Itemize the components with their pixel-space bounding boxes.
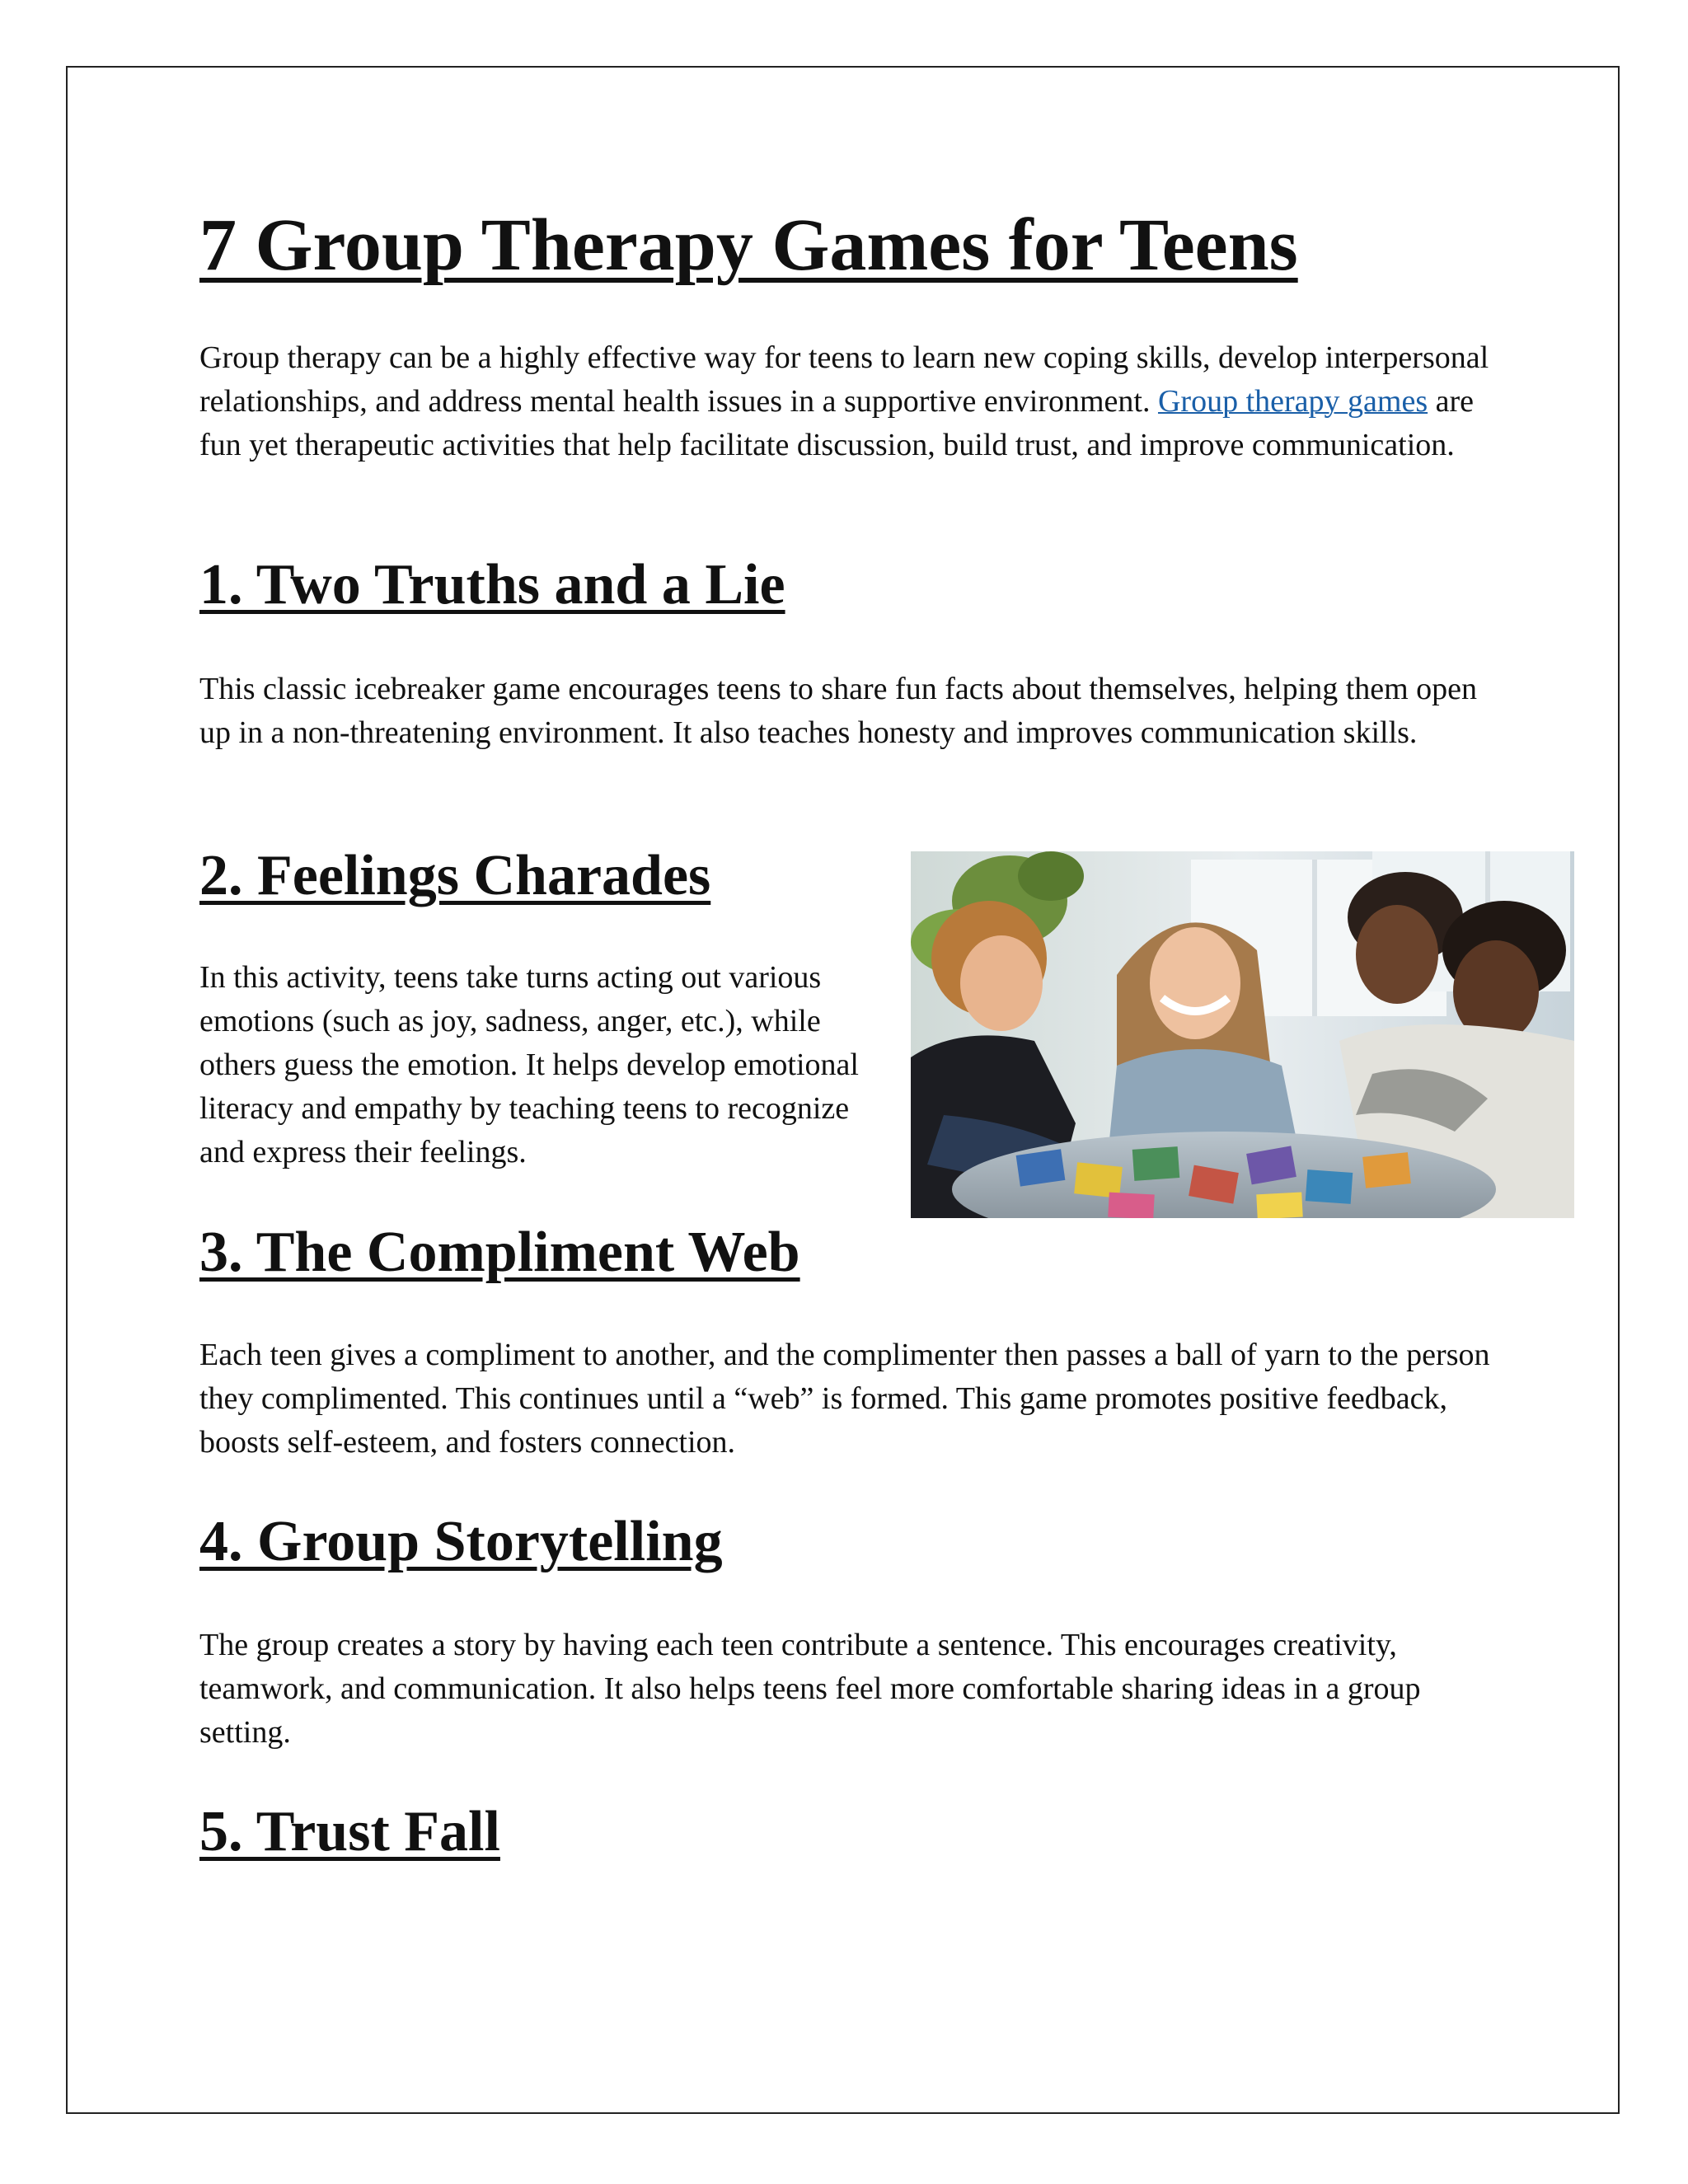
teens-playing-cards-photo <box>911 851 1574 1218</box>
section-body-4: The group creates a story by having each teen contribute a sentence. This encourages creativity, teamwork, and communication. It also helps teens feel more comfortable sharing ideas in a group setting. <box>199 1628 1421 1750</box>
group-therapy-games-link[interactable]: Group therapy games <box>1157 384 1428 419</box>
section-body-2: In this activity, teens take turns acting out various emotions (such as joy, sadness, anger, etc.), while others guess the emotion. It helps develop emotional literacy and empathy by teaching teens to recognize and express their feelings. <box>199 960 859 1169</box>
section-heading-2: 2. Feelings Charades <box>199 844 711 907</box>
section-heading-5: 5. Trust Fall <box>199 1800 500 1863</box>
page-title: 7 Group Therapy Games for Teens <box>199 204 1298 286</box>
intro-paragraph <box>199 336 1502 467</box>
section-body-1: This classic icebreaker game encourages teens to share fun facts about themselves, helping them open up in a non-threatening environment. It also teaches honesty and improves communication skills. <box>199 672 1478 750</box>
section-heading-4: 4. Group Storytelling <box>199 1510 723 1573</box>
section-heading-1: 1. Two Truths and a Lie <box>199 553 785 616</box>
section-heading-3: 3. The Compliment Web <box>199 1221 800 1284</box>
section-body-3: Each teen gives a compliment to another, and the complimenter then passes a ball of yarn to the person they complimented. This continues until a “web” is formed. This game promotes positive feedback, boosts self-esteem, and fosters connection. <box>199 1338 1490 1460</box>
intro-text-after: are fun yet therapeutic activities that help facilitate discussion, build trust, and improve communication. <box>199 384 1474 462</box>
intro-text-before: Group therapy can be a highly effective way for teens to learn new coping skills, develop interpersonal relationships, and address mental health issues in a supportive environment. <box>199 340 1489 419</box>
